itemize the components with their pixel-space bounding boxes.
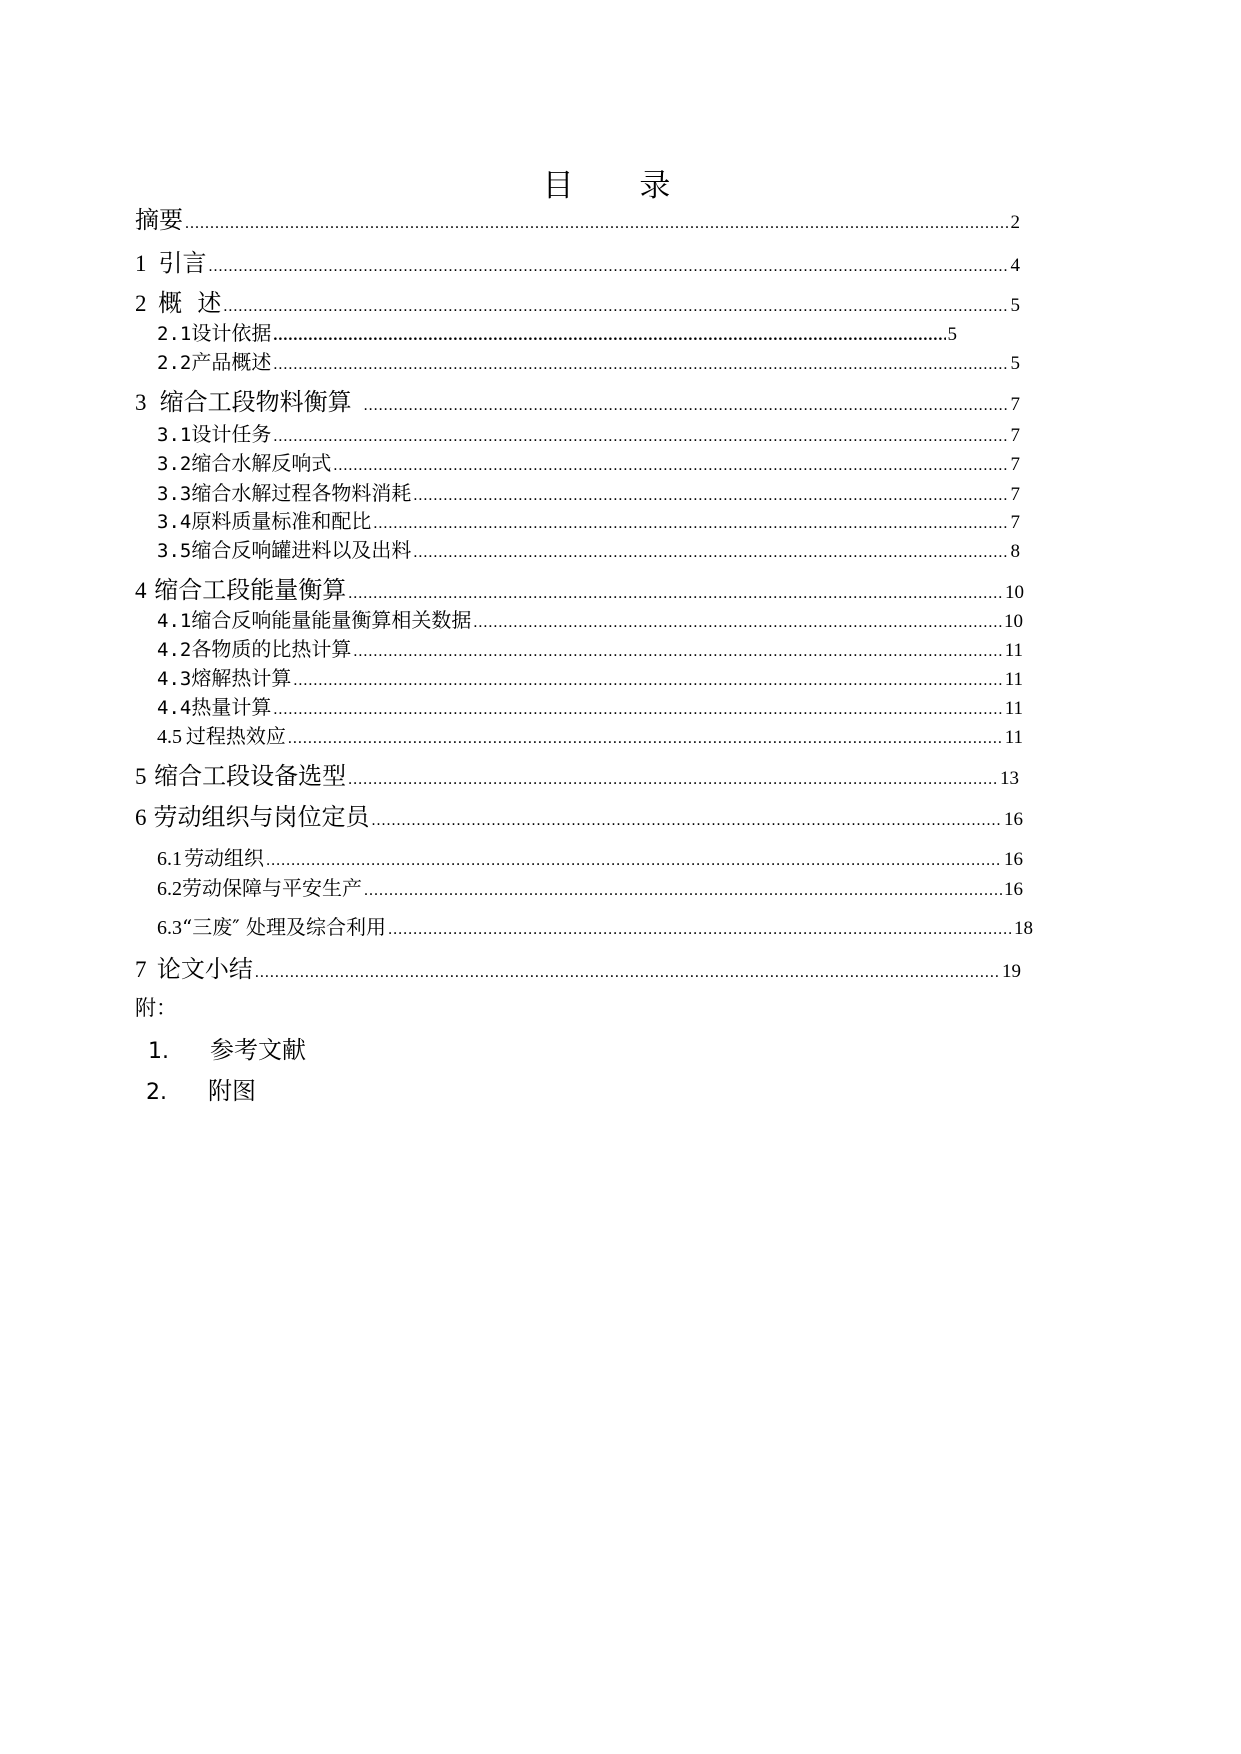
toc-entry-page: 18 bbox=[1014, 918, 1033, 939]
dot-leader bbox=[255, 964, 1000, 982]
toc-entry-number: 3.3 bbox=[157, 483, 192, 505]
toc-entry-number: 2.1 bbox=[157, 323, 192, 345]
toc-entry-page: 5 bbox=[1010, 295, 1020, 316]
toc-entry-2-1[interactable] bbox=[157, 317, 957, 346]
toc-entry-4-4[interactable] bbox=[157, 691, 1023, 720]
dot-leader bbox=[209, 258, 1009, 276]
dot-leader bbox=[413, 544, 1008, 562]
toc-entry-label: 缩合水解反响式 bbox=[191, 451, 332, 475]
toc-entry-page: 11 bbox=[1004, 640, 1023, 661]
toc-entry-number: 3.5 bbox=[157, 540, 192, 562]
toc-entry-label: 劳动保障与平安生产 bbox=[182, 876, 362, 900]
dot-leader bbox=[473, 614, 1002, 632]
toc-entry-label: 摘要 bbox=[135, 206, 183, 234]
toc-entry-number: 6.3 bbox=[157, 917, 182, 939]
toc-entry-number: 4 bbox=[135, 578, 147, 603]
toc-entry-page: 5 bbox=[947, 324, 957, 345]
toc-entry-number: 5 bbox=[135, 764, 147, 789]
toc-entry-2[interactable] bbox=[135, 283, 1020, 318]
toc-entry-1[interactable] bbox=[135, 243, 1020, 278]
toc-entry-page: 19 bbox=[1002, 961, 1021, 982]
toc-entry-page: 11 bbox=[1004, 669, 1023, 690]
toc-entry-label: 设计任务 bbox=[191, 422, 272, 446]
toc-entry-label: 热量计算 bbox=[191, 695, 272, 719]
appendix-item-references[interactable] bbox=[148, 1030, 306, 1065]
dot-leader bbox=[373, 515, 1008, 533]
toc-entry-number: 2.2 bbox=[157, 352, 192, 374]
appendix-item-number: 2. bbox=[146, 1080, 167, 1105]
toc-entry-5[interactable] bbox=[135, 756, 1019, 791]
toc-entry-4-2[interactable] bbox=[157, 633, 1023, 662]
dot-leader bbox=[223, 298, 1008, 316]
toc-entry-6-1[interactable] bbox=[157, 842, 1023, 871]
toc-entry-page: 7 bbox=[1010, 484, 1020, 505]
toc-entry-label: 引言 bbox=[158, 249, 207, 277]
appendix-heading: 附： bbox=[135, 996, 177, 1020]
toc-title: 目 录 bbox=[542, 168, 699, 204]
toc-entry-number: 3 bbox=[135, 390, 147, 415]
toc-entry-page: 7 bbox=[1010, 454, 1020, 475]
dot-leader bbox=[353, 643, 1002, 661]
toc-entry-number: 4.4 bbox=[157, 697, 192, 719]
toc-entry-page: 11 bbox=[1004, 698, 1023, 719]
toc-entry-page: 16 bbox=[1004, 849, 1023, 870]
dot-leader bbox=[273, 701, 1002, 719]
toc-entry-page: 7 bbox=[1010, 425, 1020, 446]
toc-entry-page: 11 bbox=[1004, 727, 1023, 748]
dot-leader bbox=[348, 585, 1003, 603]
toc-entry-label: 缩合工段能量衡算 bbox=[154, 576, 347, 604]
toc-entry-number: 4.2 bbox=[157, 639, 192, 661]
dot-leader bbox=[273, 356, 1008, 374]
toc-entry-label: 熔解热计算 bbox=[191, 666, 292, 690]
toc-entry-label: 缩合反响罐进料以及出料 bbox=[191, 538, 412, 562]
toc-entry-4-1[interactable] bbox=[157, 604, 1023, 633]
toc-entry-3-3[interactable] bbox=[157, 477, 1020, 506]
toc-entry-number: 7 bbox=[135, 957, 147, 982]
toc-entry-6-3[interactable] bbox=[157, 911, 1033, 940]
toc-entry-abstract[interactable] bbox=[135, 200, 1020, 235]
toc-entry-page: 2 bbox=[1010, 212, 1020, 233]
dot-leader bbox=[273, 327, 945, 345]
dot-leader bbox=[273, 428, 1008, 446]
dot-leader bbox=[348, 771, 998, 789]
toc-entry-3[interactable] bbox=[135, 382, 1020, 417]
toc-entry-3-4[interactable] bbox=[157, 505, 1020, 534]
appendix-item-number: 1. bbox=[148, 1039, 169, 1064]
toc-entry-page: 10 bbox=[1005, 582, 1024, 603]
toc-entry-page: 7 bbox=[1010, 394, 1020, 415]
toc-entry-6-2[interactable] bbox=[157, 872, 1023, 901]
dot-leader bbox=[266, 852, 1002, 870]
appendix-item-label: 附图 bbox=[208, 1077, 256, 1105]
toc-entry-number: 3.1 bbox=[157, 424, 192, 446]
toc-entry-4[interactable] bbox=[135, 570, 1024, 605]
toc-entry-3-5[interactable] bbox=[157, 534, 1020, 563]
appendix-item-label: 参考文献 bbox=[210, 1036, 306, 1064]
dot-leader bbox=[413, 487, 1008, 505]
toc-entry-number: 4.1 bbox=[157, 610, 192, 632]
toc-entry-page: 7 bbox=[1010, 512, 1020, 533]
toc-entry-page: 13 bbox=[1000, 768, 1019, 789]
toc-entry-page: 8 bbox=[1010, 541, 1020, 562]
toc-entry-number: 6 bbox=[135, 805, 147, 830]
toc-entry-number: 1 bbox=[135, 251, 147, 276]
dot-leader bbox=[333, 457, 1008, 475]
toc-entry-page: 10 bbox=[1004, 611, 1023, 632]
toc-entry-label: 缩合工段设备选型 bbox=[154, 762, 347, 790]
toc-entry-label: 缩合工段物料衡算 bbox=[159, 388, 352, 416]
toc-entry-label: 劳动组织 bbox=[184, 846, 265, 870]
toc-entry-label: 劳动组织与岗位定员 bbox=[153, 803, 370, 831]
toc-entry-number: 3.4 bbox=[157, 511, 192, 533]
toc-entry-page: 5 bbox=[1010, 353, 1020, 374]
toc-entry-number: 4.3 bbox=[157, 668, 192, 690]
toc-entry-label: 概 述 bbox=[158, 289, 222, 317]
toc-entry-label: “三废″ 处理及综合利用 bbox=[182, 915, 387, 939]
dot-leader bbox=[364, 882, 1002, 900]
toc-entry-page: 16 bbox=[1004, 879, 1023, 900]
dot-leader bbox=[185, 215, 1009, 233]
toc-entry-number: 4.5 bbox=[157, 726, 182, 748]
dot-leader bbox=[388, 921, 1012, 939]
toc-entry-7[interactable] bbox=[135, 949, 1021, 984]
toc-entry-page: 16 bbox=[1004, 809, 1023, 830]
toc-entry-label: 产品概述 bbox=[191, 350, 272, 374]
toc-entry-label: 各物质的比热计算 bbox=[191, 637, 352, 661]
toc-entry-6[interactable] bbox=[135, 797, 1023, 832]
toc-entry-number: 3.2 bbox=[157, 453, 192, 475]
toc-entry-label: 原料质量标准和配比 bbox=[191, 509, 372, 533]
dot-leader bbox=[364, 397, 1009, 415]
toc-entry-number: 6.2 bbox=[157, 878, 182, 900]
toc-entry-2-2[interactable] bbox=[157, 346, 1020, 375]
toc-entry-label: 缩合反响能量能量衡算相关数据 bbox=[191, 608, 472, 632]
toc-entry-page: 4 bbox=[1010, 255, 1020, 276]
toc-entry-number: 6.1 bbox=[157, 848, 182, 870]
toc-entry-label: 过程热效应 bbox=[185, 724, 286, 748]
toc-entry-label: 设计依据 bbox=[191, 321, 272, 345]
appendix-item-figures[interactable] bbox=[146, 1071, 256, 1106]
dot-leader bbox=[372, 812, 1002, 830]
toc-entry-label: 缩合水解过程各物料消耗 bbox=[191, 481, 412, 505]
toc-entry-4-3[interactable] bbox=[157, 662, 1023, 691]
toc-entry-4-5[interactable] bbox=[157, 720, 1023, 749]
toc-entry-number: 2 bbox=[135, 291, 147, 316]
toc-entry-label: 论文小结 bbox=[156, 955, 253, 983]
toc-entry-3-1[interactable] bbox=[157, 418, 1020, 447]
toc-entry-3-2[interactable] bbox=[157, 447, 1020, 476]
dot-leader bbox=[293, 672, 1002, 690]
dot-leader bbox=[288, 730, 1003, 748]
